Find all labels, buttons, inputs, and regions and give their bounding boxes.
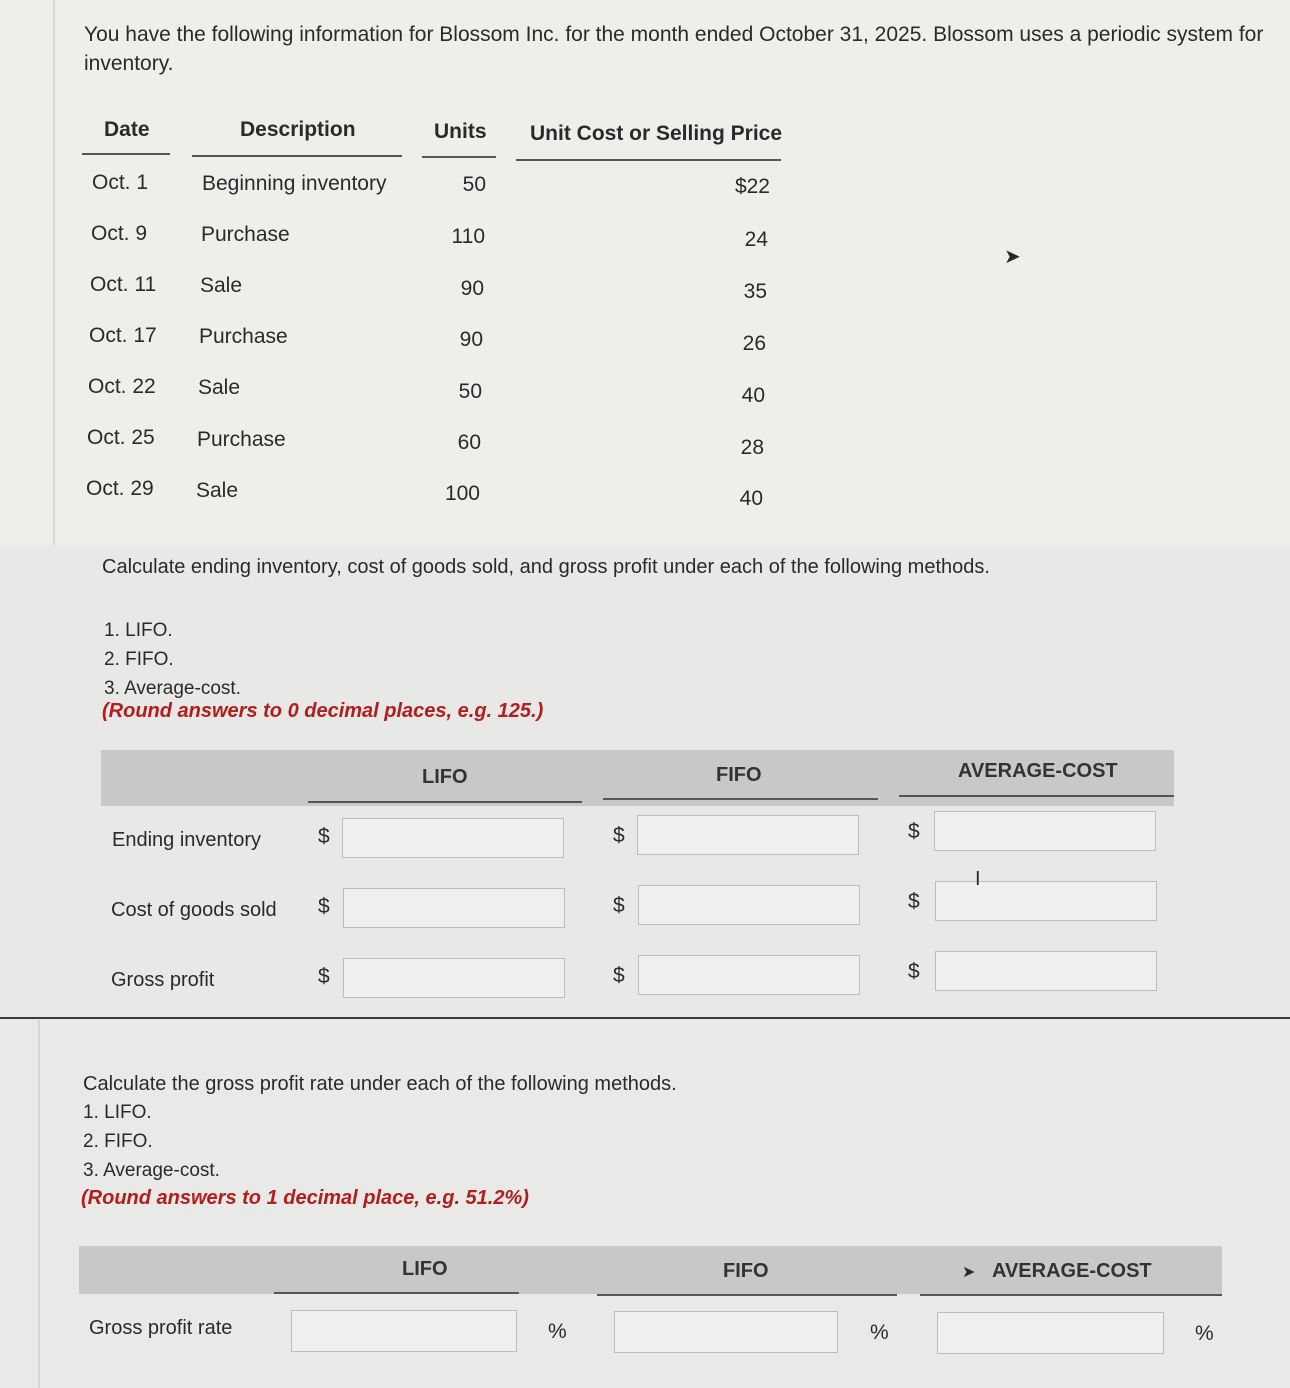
row-date: Oct. 1 — [92, 171, 149, 194]
col-lifo-underline — [274, 1292, 519, 1294]
col-fifo-underline — [603, 798, 878, 800]
dollar-sign: $ — [318, 825, 330, 848]
panel-edge — [53, 0, 55, 545]
avg-gross-profit-rate-input[interactable] — [937, 1312, 1164, 1354]
row-date: Oct. 17 — [89, 324, 157, 347]
dollar-sign: $ — [613, 964, 625, 987]
row-description: Sale — [200, 274, 243, 297]
col-fifo: FIFO — [723, 1260, 769, 1282]
fifo-cogs-input[interactable] — [638, 885, 860, 925]
percent-sign: % — [1195, 1322, 1214, 1345]
row-description: Beginning inventory — [202, 172, 387, 195]
part2-methods-list — [83, 1098, 220, 1185]
row-description: Sale — [196, 479, 239, 502]
part1-methods-list — [104, 616, 241, 703]
problem-intro: You have the following information for Blossom Inc. for the month ended October 31, 2025. Blossom uses a periodic system for inventory. — [84, 23, 1264, 75]
row-date: Oct. 25 — [87, 426, 155, 449]
row-units: 90 — [459, 328, 483, 351]
row-units: 100 — [444, 482, 480, 505]
col-lifo: LIFO — [422, 766, 468, 788]
row-price: $22 — [734, 175, 770, 198]
part1-rounding-note: (Round answers to 0 decimal places, e.g. 125.) — [102, 700, 544, 722]
part2-instruction: Calculate the gross profit rate under each of the following methods. — [83, 1073, 677, 1095]
method-item: 1. LIFO. — [104, 620, 173, 641]
row-price: 28 — [740, 436, 764, 459]
row-cost-of-goods-sold: Cost of goods sold — [111, 899, 277, 921]
fifo-gross-profit-input[interactable] — [638, 955, 860, 995]
row-gross-profit-rate: Gross profit rate — [89, 1317, 233, 1339]
row-ending-inventory: Ending inventory — [112, 829, 261, 851]
lifo-cogs-input[interactable] — [343, 888, 565, 928]
row-units: 110 — [451, 225, 485, 248]
text-cursor-icon: I — [975, 868, 981, 890]
row-date: Oct. 9 — [91, 222, 148, 245]
dollar-sign: $ — [318, 965, 330, 988]
row-price: 24 — [744, 228, 768, 251]
col-fifo-underline — [597, 1294, 897, 1296]
dollar-sign: $ — [908, 820, 920, 843]
col-fifo: FIFO — [716, 764, 762, 786]
row-units: 50 — [458, 380, 482, 403]
col-average-cost: AVERAGE-COST — [992, 1260, 1152, 1282]
row-units: 90 — [460, 277, 484, 300]
fifo-gross-profit-rate-input[interactable] — [614, 1311, 838, 1353]
avg-ending-inventory-input[interactable] — [934, 811, 1156, 851]
row-price: 40 — [741, 384, 765, 407]
col-average-cost: AVERAGE-COST — [958, 760, 1118, 782]
panel-edge-2 — [38, 1020, 40, 1388]
dollar-sign: $ — [318, 895, 330, 918]
header-units: Units — [434, 120, 487, 143]
row-date: Oct. 22 — [88, 375, 156, 398]
header-description-underline — [192, 155, 402, 157]
percent-sign: % — [870, 1321, 889, 1344]
col-lifo: LIFO — [402, 1258, 448, 1280]
avg-cogs-input[interactable] — [935, 881, 1157, 921]
row-price: 26 — [742, 332, 766, 355]
row-description: Purchase — [197, 428, 286, 451]
lifo-gross-profit-input[interactable] — [343, 958, 565, 998]
part1-instruction: Calculate ending inventory, cost of goods sold, and gross profit under each of the following methods. — [102, 556, 990, 578]
mouse-pointer-icon: ➤ — [962, 1264, 976, 1281]
header-date: Date — [104, 118, 150, 141]
header-unit-cost-underline — [516, 159, 781, 161]
row-price: 35 — [743, 280, 767, 303]
dollar-sign: $ — [613, 894, 625, 917]
dollar-sign: $ — [908, 960, 920, 983]
row-description: Sale — [198, 376, 241, 399]
fifo-ending-inventory-input[interactable] — [637, 815, 859, 855]
percent-sign: % — [548, 1320, 567, 1343]
problem-data-panel — [0, 0, 1290, 545]
dollar-sign: $ — [613, 824, 625, 847]
header-date-underline — [82, 153, 170, 155]
col-average-cost-underline — [899, 795, 1174, 797]
dollar-sign: $ — [908, 890, 920, 913]
row-units: 60 — [457, 431, 481, 454]
lifo-gross-profit-rate-input[interactable] — [291, 1310, 517, 1352]
header-unit-cost: Unit Cost or Selling Price — [530, 122, 783, 145]
row-description: Purchase — [201, 223, 290, 246]
lifo-ending-inventory-input[interactable] — [342, 818, 564, 858]
row-date: Oct. 11 — [90, 273, 157, 296]
method-item: 2. FIFO. — [104, 649, 174, 670]
row-price: 40 — [739, 487, 763, 510]
method-item: 2. FIFO. — [83, 1131, 153, 1152]
row-date: Oct. 29 — [86, 477, 154, 500]
avg-gross-profit-input[interactable] — [935, 951, 1157, 991]
col-average-cost-underline — [920, 1294, 1222, 1296]
method-item: 1. LIFO. — [83, 1102, 152, 1123]
mouse-pointer-icon: ➤ — [1004, 246, 1021, 268]
method-item: 3. Average-cost. — [83, 1160, 220, 1181]
header-units-underline — [422, 156, 496, 158]
method-item: 3. Average-cost. — [104, 678, 241, 699]
row-gross-profit: Gross profit — [111, 969, 215, 991]
row-description: Purchase — [199, 325, 288, 348]
header-description: Description — [240, 118, 356, 141]
col-lifo-underline — [308, 801, 582, 803]
part2-rounding-note: (Round answers to 1 decimal place, e.g. 51.2%) — [81, 1187, 529, 1209]
row-units: 50 — [462, 173, 486, 196]
section-divider — [0, 1017, 1290, 1019]
